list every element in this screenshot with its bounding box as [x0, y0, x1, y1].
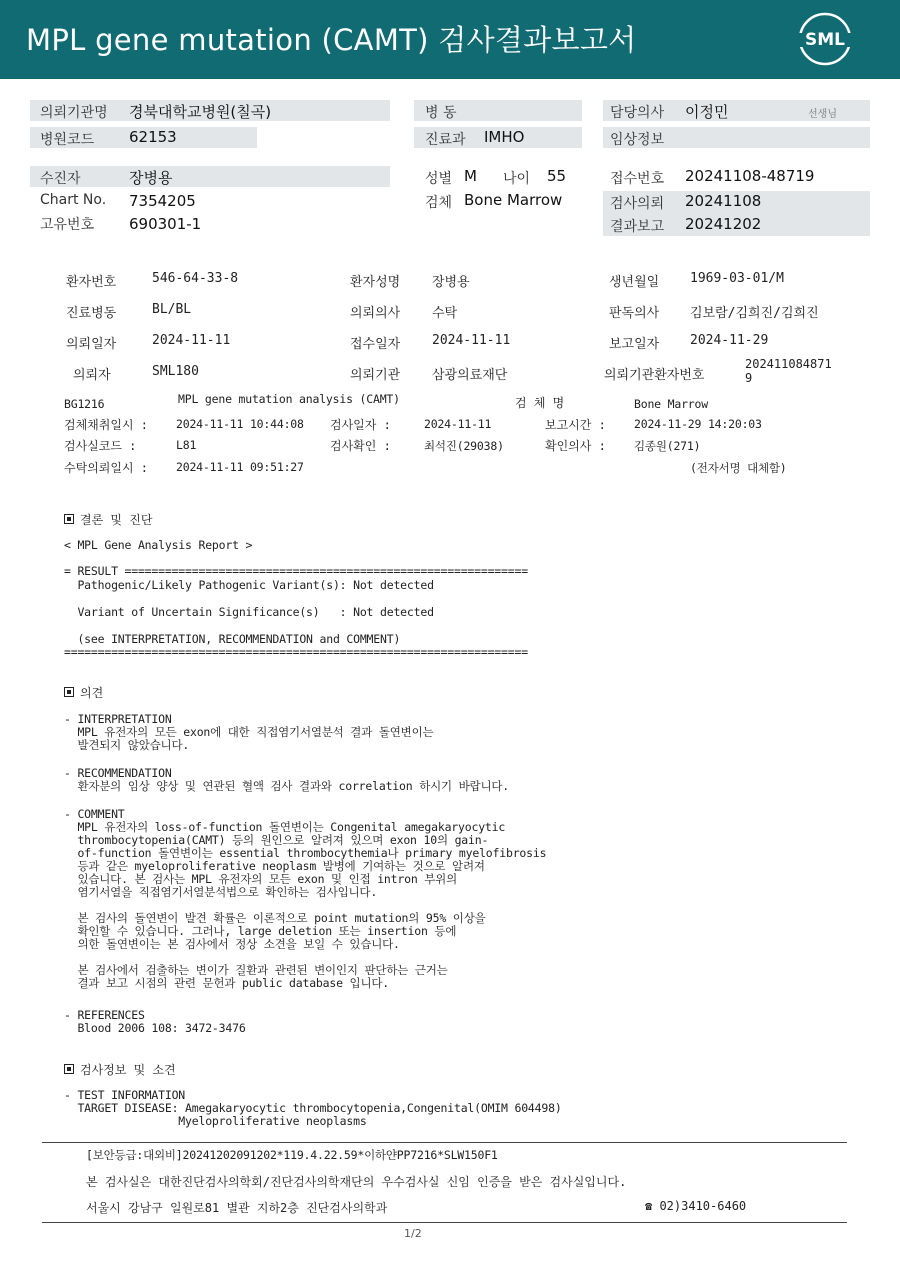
test-name: MPL gene mutation analysis (CAMT) [178, 392, 400, 406]
collect-value: 2024-11-11 10:44:08 [176, 417, 304, 431]
labcode-label: 검사실코드 : [64, 439, 137, 453]
chart-label: Chart No. [40, 192, 107, 208]
conclusion-title: 결론 및 진단 [80, 513, 153, 527]
patient-bar [30, 166, 390, 187]
footer-divider [42, 1142, 847, 1143]
institution-value: 경북대학교병원(칠곡) [129, 103, 272, 121]
scan-label: 의뢰자 [73, 368, 111, 383]
scan-value: 2024-11-29 [690, 333, 769, 348]
text-line: thrombocytopenia(CAMT) 등의 원인으로 알려져 있으며 exon 10의 gain- [64, 833, 489, 847]
text-line: 발견되지 않았습니다. [64, 738, 190, 752]
section-square-icon [64, 1064, 74, 1074]
cert-line: 본 검사실은 대한진단검사의학회/진단검사의학재단의 우수검사실 신임 인증을 받은 검사실입니다. [86, 1175, 627, 1189]
order-label: 수탁의뢰일시 : [64, 461, 149, 475]
doctor-value: 이정민 [685, 103, 729, 121]
doctor-suffix: 선생님 [808, 109, 837, 120]
text-line [64, 619, 528, 633]
logo-text: SML [805, 30, 845, 50]
testinfo-block [64, 1089, 562, 1128]
result-label: 결과보고 [610, 219, 665, 235]
labcode-value: L81 [176, 438, 197, 452]
text-line: 염기서열을 직접염기서열분석법으로 확인하는 검사입니다. [64, 885, 378, 899]
text-line: TARGET DISEASE: Amegakaryocytic thrombocytopenia,Congenital(OMIM 604498) [64, 1101, 562, 1115]
hospital-code-label: 병원코드 [40, 132, 95, 148]
scan-value: 김보람/김희진/김희진 [690, 306, 819, 321]
text-line: Myeloproliferative neoplasms [64, 1114, 367, 1128]
text-line: ===================================================================== [64, 645, 528, 659]
scan-value: 1969-03-01/M [690, 271, 784, 286]
dept-value: IMHO [484, 128, 525, 146]
sml-logo-icon [798, 12, 852, 66]
institution-label: 의뢰기관명 [40, 105, 108, 121]
unique-label: 고유번호 [40, 217, 95, 233]
dept-label: 진료과 [425, 132, 466, 148]
esign-note: (전자서명 대체함) [690, 461, 787, 475]
text-line: 확인할 수 있습니다. 그러나, large deletion 또는 insertion 등에 [64, 924, 457, 938]
text-line: 결과 보고 시점의 관련 문헌과 public database 입니다. [64, 976, 389, 990]
scan-label: 생년월일 [609, 275, 660, 290]
interpretation-block [64, 713, 433, 752]
text-line: - COMMENT [64, 807, 125, 821]
confirm-value: 최석진(29038) [424, 439, 504, 453]
text-line: of-function 돌연변이는 essential thrombocythemia나 primary myelofibrosis [64, 846, 547, 860]
text-line: MPL 유전자의 loss-of-function 돌연변이는 Congenital amegakaryocytic [64, 820, 506, 834]
text-line: (see INTERPRETATION, RECOMMENDATION and COMMENT) [64, 631, 401, 646]
scan-value: 수탁 [432, 306, 458, 321]
security-line: [보안등급:대외비]20241202091202*119.4.22.59*이하얀PP7216*SLW150F1 [86, 1148, 498, 1162]
testdate-value: 2024-11-11 [424, 417, 492, 431]
specimen-label: 검체 [425, 195, 453, 211]
reporttime-value: 2024-11-29 14:20:03 [634, 417, 762, 431]
specimen-name-label: 검 체 명 [515, 396, 565, 410]
scan-value: 202411084871 [745, 357, 832, 371]
scan-label: 환자성명 [350, 275, 401, 290]
scan-label: 의뢰의사 [350, 306, 401, 321]
address-line: 서울시 강남구 일원로81 별관 지하2층 진단검사의학과 [86, 1201, 388, 1215]
receipt-label: 접수번호 [610, 171, 665, 187]
text-line: = RESULT ============================================================ [64, 564, 528, 578]
collect-label: 검체채취일시 : [64, 418, 149, 432]
scan-label: 의뢰일자 [66, 337, 117, 352]
scan-label: 의뢰기관환자번호 [604, 368, 705, 383]
scan-label: 의뢰기관 [350, 368, 401, 383]
scan-label: 진료병동 [66, 306, 117, 321]
test-code: BG1216 [64, 397, 105, 411]
text-line: 본 검사의 돌연변이 발견 확률은 이론적으로 point mutation의 95% 이상을 [64, 911, 486, 925]
text-line: 의한 돌연변이는 본 검사에서 정상 소견을 보일 수 있습니다. [64, 937, 400, 951]
confirmdoc-label: 확인의사 : [545, 439, 606, 453]
confirm-label: 검사확인 : [330, 439, 391, 453]
clinical-label: 임상정보 [610, 132, 665, 148]
text-line: - RECOMMENDATION [64, 766, 172, 780]
scan-value: 장병용 [432, 275, 470, 290]
references-block [64, 1009, 246, 1035]
text-line [64, 592, 528, 606]
recommendation-block [64, 767, 509, 793]
text-line: Variant of Uncertain Significance(s) : Not detected [64, 604, 434, 619]
result-block [64, 565, 528, 660]
section-square-icon [64, 687, 74, 697]
request-value: 20241108 [685, 192, 762, 210]
chart-value: 7354205 [129, 192, 196, 210]
sex-value: M [464, 167, 477, 185]
age-label: 나이 [503, 171, 531, 187]
text-line: - INTERPRETATION [64, 712, 172, 726]
text-line: - TEST INFORMATION [64, 1088, 186, 1102]
text-line: 있습니다. 본 검사는 MPL 유전자의 모든 exon 및 인접 intron 부위의 [64, 872, 457, 886]
opinion-title: 의견 [80, 686, 104, 700]
text-line: Pathogenic/Likely Pathogenic Variant(s): Not detected [64, 577, 434, 592]
text-line: Blood 2006 108: 3472-3476 [64, 1021, 246, 1035]
hospital-code-value: 62153 [129, 128, 177, 146]
comment-block [64, 808, 546, 990]
testinfo-title: 검사정보 및 소견 [80, 1063, 176, 1077]
footer-divider [42, 1222, 847, 1223]
sex-label: 성별 [425, 171, 453, 187]
opinion-heading [64, 684, 103, 701]
text-line: 환자분의 임상 양상 및 연관된 혈액 검사 결과와 correlation 하시기 바랍니다. [64, 779, 509, 793]
specimen-value: Bone Marrow [464, 191, 563, 209]
scan-value: SML180 [152, 364, 199, 379]
patient-label: 수진자 [40, 171, 81, 187]
unique-value: 690301-1 [129, 215, 202, 233]
scan-label: 판독의사 [609, 306, 660, 321]
result-value: 20241202 [685, 215, 762, 233]
request-label: 검사의뢰 [610, 196, 665, 212]
phone-line: ☎ 02)3410-6460 [645, 1199, 747, 1213]
scan-value: BL/BL [152, 302, 192, 317]
receipt-value: 20241108-48719 [685, 167, 815, 185]
section-square-icon [64, 514, 74, 524]
scan-value: 546-64-33-8 [152, 271, 239, 286]
text-line: 본 검사에서 검출하는 변이가 질환과 관련된 변이인지 판단하는 근거는 [64, 963, 448, 977]
text-line: - REFERENCES [64, 1008, 145, 1022]
report-title: MPL gene mutation (CAMT) 검사결과보고서 [26, 23, 637, 57]
scan-value: 2024-11-11 [432, 333, 511, 348]
conclusion-heading [64, 511, 152, 528]
confirmdoc-value: 김종원(271) [634, 439, 701, 453]
text-line: MPL 유전자의 모든 exon에 대한 직접염기서열분석 결과 돌연변이는 [64, 725, 434, 739]
scan-value: 2024-11-11 [152, 333, 231, 348]
report-subtitle: < MPL Gene Analysis Report > [64, 538, 253, 552]
ward-label: 병 동 [425, 105, 457, 121]
scan-value: 9 [745, 371, 753, 385]
reporttime-label: 보고시간 : [545, 418, 606, 432]
scan-label: 환자번호 [66, 275, 117, 290]
testinfo-heading [64, 1061, 176, 1078]
specimen-name-value: Bone Marrow [634, 397, 708, 411]
age-value: 55 [547, 167, 567, 185]
patient-value: 장병용 [129, 169, 173, 187]
scan-value: 삼광의료재단 [432, 368, 508, 383]
text-line: 등과 같은 myeloproliferative neoplasm 발병에 기여하는 것으로 알려져 [64, 859, 485, 873]
testdate-label: 검사일자 : [330, 418, 391, 432]
order-value: 2024-11-11 09:51:27 [176, 460, 304, 474]
doctor-label: 담당의사 [610, 105, 665, 121]
page-number: 1/2 [404, 1227, 422, 1240]
scan-label: 접수일자 [350, 337, 401, 352]
scan-label: 보고일자 [609, 337, 660, 352]
